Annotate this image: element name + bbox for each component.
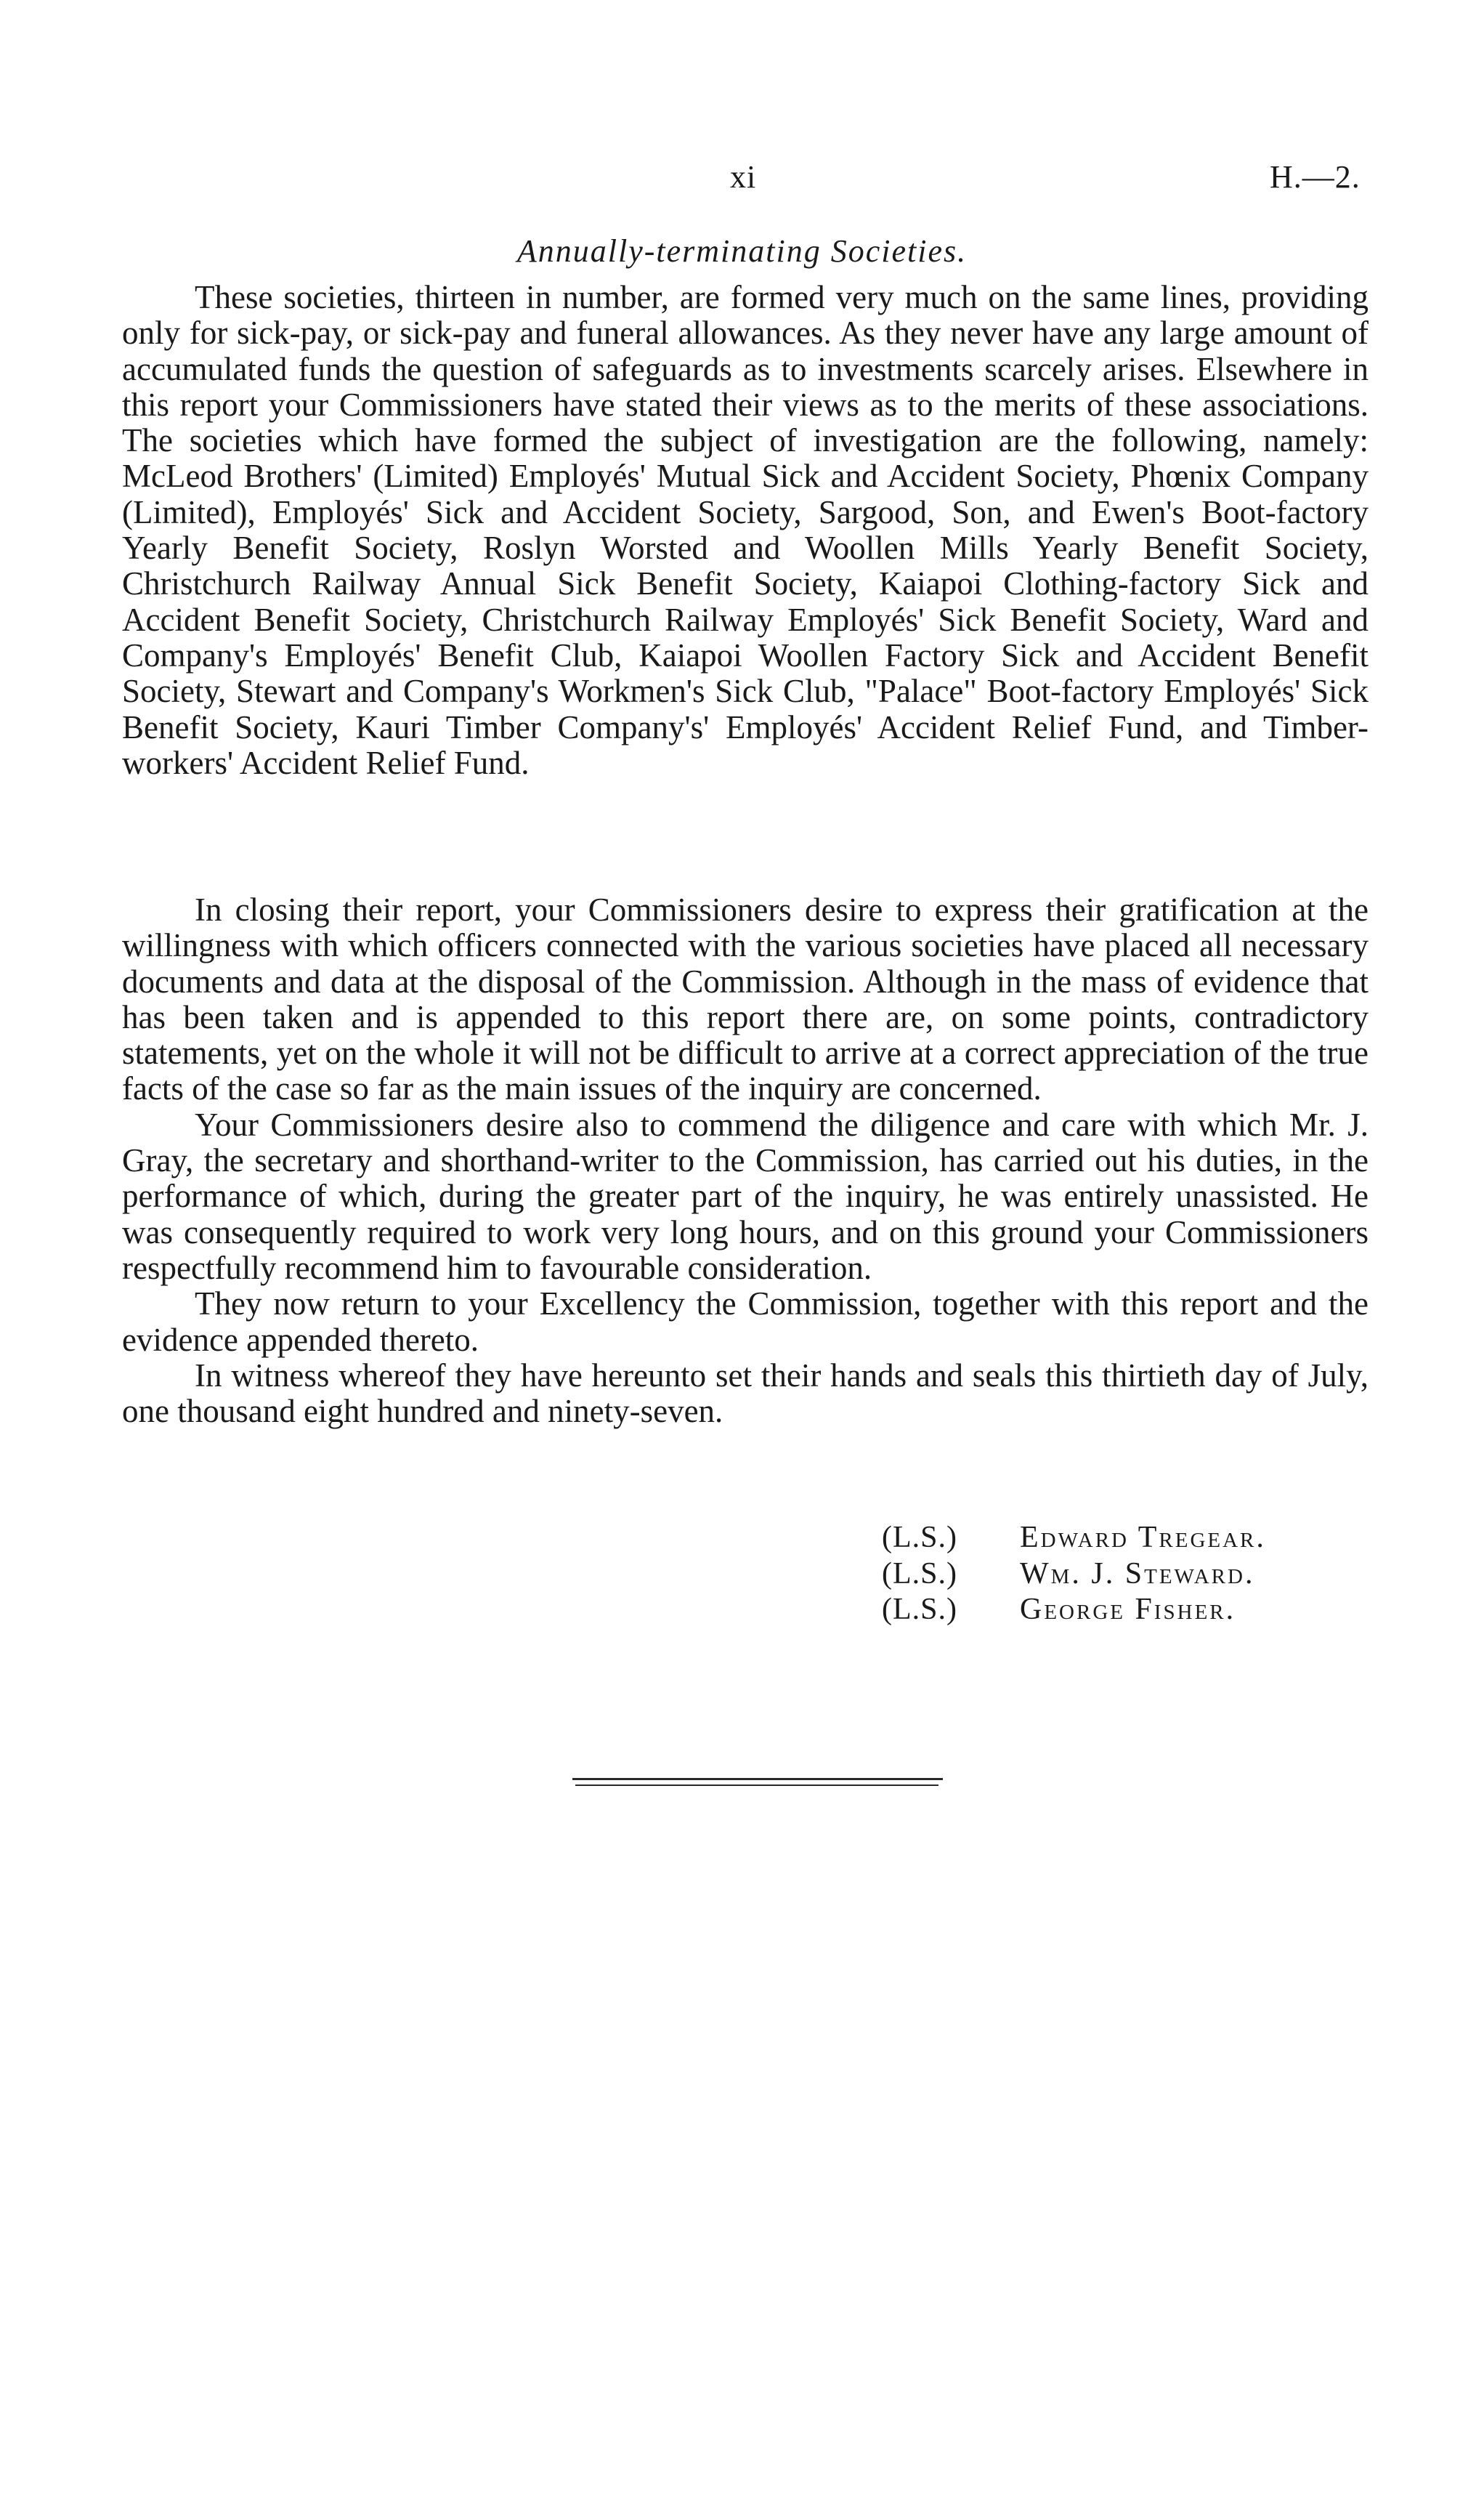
signature-row [882,1592,1266,1628]
closing-body [122,892,1369,1429]
paragraph: They now return to your Excellency the Commission, together with this report and the evidence appended thereto. [122,1285,1369,1358]
paragraph: These societies, thirteen in number, are formed very much on the same lines, providing only for sick-pay, or sick-pay and funeral allowances. As they never have any large amount of accumulated funds the question of safeguards as to investments scarcely arises. Elsewhere in this report your Commissioners have stated their views as to the merits of these associations. The societies which have formed the subject of investigation are the following, namely: McLeod Brothers' (Limited) Employés' Mutual Sick and Accident Society, Phœnix Company (Limited), Employés' Sick and Accident Society, Sargood, Son, and Ewen's Boot-factory Yearly Benefit Society, Roslyn Worsted and Woollen Mills Yearly Benefit Society, Christchurch Railway Annual Sick Benefit Society, Kaiapoi Clothing-factory Sick and Accident Benefit Society, Christchurch Railway Employés' Sick Benefit Society, Ward and Company's Employés' Benefit Club, Kaiapoi Woollen Factory Sick and Accident Benefit Society, Stewart and Company's Workmen's Sick Club, "Palace" Boot-factory Employés' Sick Benefit Society, Kauri Timber Company's' Employés' Accident Relief Fund, and Timber-workers' Accident Relief Fund. [122,279,1369,781]
paragraph: In witness whereof they have hereunto set their hands and seals this thirtieth day of July, one thousand eight hundred and ninety-seven. [122,1357,1369,1430]
end-rule [575,1784,938,1786]
end-rule [572,1778,943,1780]
signatory-name: Wm. J. Steward. [1020,1556,1255,1590]
paragraph: Your Commissioners desire also to commend the diligence and care with which Mr. J. Gray, the secretary and shorthand-writer to the Commission, has carried out his duties, in the performance of which, during the greater part of the inquiry, he was entirely unassisted. He was consequently required to work very long hours, and on this ground your Commissioners respectfully recommend him to favourable consideration. [122,1106,1369,1286]
paragraph: In closing their report, your Commissioners desire to express their gratification at the willingness with which officers connected with the various societies have placed all necessary documents and data at the disposal of the Commission. Although in the mass of evidence that has been taken and is appended to this report there are, on some points, contradictory statements, yet on the whole it will not be difficult to arrive at a correct appreciation of the true facts of the case so far as the main issues of the inquiry are concerned. [122,892,1369,1107]
signature-block [882,1520,1266,1628]
seal-mark: (L.S.) [882,1521,957,1554]
seal-mark: (L.S.) [882,1556,957,1590]
seal-mark: (L.S.) [882,1593,957,1626]
signature-row [882,1520,1266,1556]
signatory-name: George Fisher. [1020,1593,1236,1626]
signature-row [882,1556,1266,1593]
section-body [122,280,1369,781]
signatory-name: Edward Tregear. [1020,1521,1266,1554]
section-title: Annually-terminating Societies. [516,233,968,269]
document-code: H.—2. [1270,159,1361,195]
page-number: xi [730,159,757,195]
